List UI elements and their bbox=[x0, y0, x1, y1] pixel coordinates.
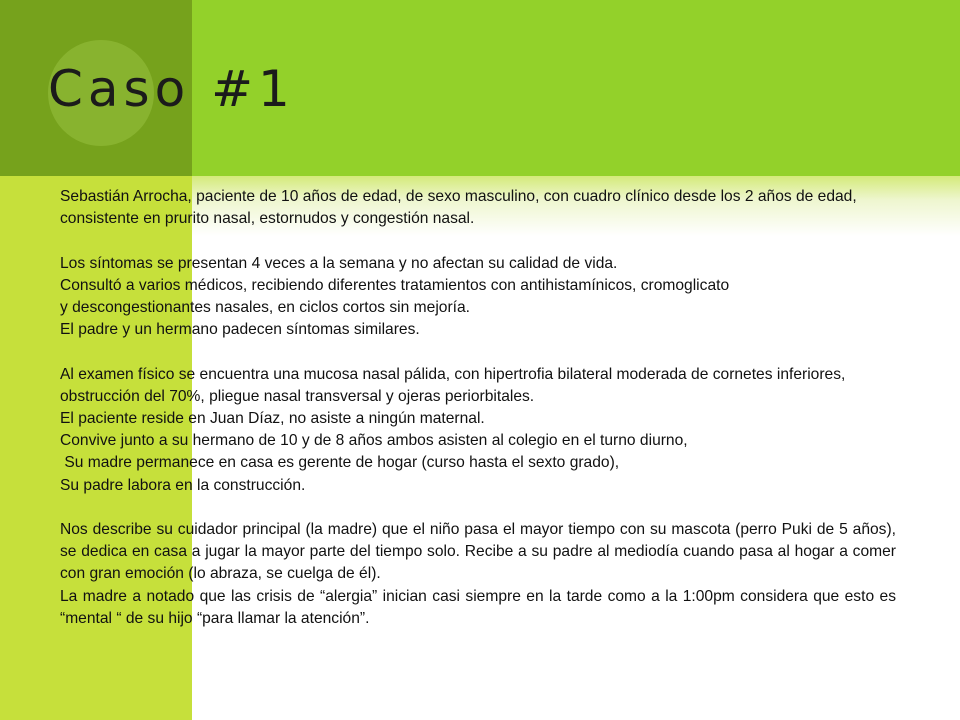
paragraph-father: Su padre labora en la construcción. bbox=[60, 476, 306, 494]
title-band-light bbox=[192, 0, 960, 176]
paragraph-mother: Su madre permanece en casa es gerente de hogar (curso hasta el sexto grado), bbox=[60, 454, 620, 472]
paragraph-patient-intro: Sebastián Arrocha, paciente de 10 años de edad, de sexo masculino, con cuadro clínico desde los 2 años de edad, consistente en prurito nasal, estornudos y congestión nasal. bbox=[60, 188, 857, 228]
paragraph-siblings: Convive junto a su hermano de 10 y de 8 años ambos asisten al colegio en el turno diurno, bbox=[60, 432, 688, 450]
case-text bbox=[60, 186, 896, 630]
paragraph-family-history: El padre y un hermano padecen síntomas similares. bbox=[60, 321, 420, 339]
paragraph-symptoms-frequency: Los síntomas se presentan 4 veces a la semana y no afectan su calidad de vida. bbox=[60, 254, 618, 272]
paragraph-residence: El paciente reside en Juan Díaz, no asiste a ningún maternal. bbox=[60, 410, 485, 427]
paragraph-caregiver: Nos describe su cuidador principal (la madre) que el niño pasa el mayor tiempo con su mascota (perro Puki de 5 años), se dedica en casa a jugar la mayor parte del tiempo solo. Recibe a su padre al mediodía cuando pasa al hogar a comer con gran emoción (lo abraza, se cuelga de él). bbox=[60, 521, 896, 583]
paragraph-treatments: Consultó a varios médicos, recibiendo diferentes tratamientos con antihistamínicos, cromoglicato bbox=[60, 276, 730, 294]
paragraph-physical-exam: Al examen físico se encuentra una mucosa nasal pálida, con hipertrofia bilateral moderada de cornetes inferiores, obstrucción del 70%, pliegue nasal transversal y ojeras periorbitales. bbox=[60, 365, 846, 405]
paragraph-mother-observation: La madre a notado que las crisis de “alergia” inician casi siempre en la tarde como a la 1:00pm considera que esto es “mental “ de su hijo “para llamar la atención”. bbox=[60, 587, 896, 627]
paragraph-treatments-cont: y descongestionantes nasales, en ciclos cortos sin mejoría. bbox=[60, 299, 470, 316]
slide-title: Caso #1 bbox=[48, 60, 295, 118]
